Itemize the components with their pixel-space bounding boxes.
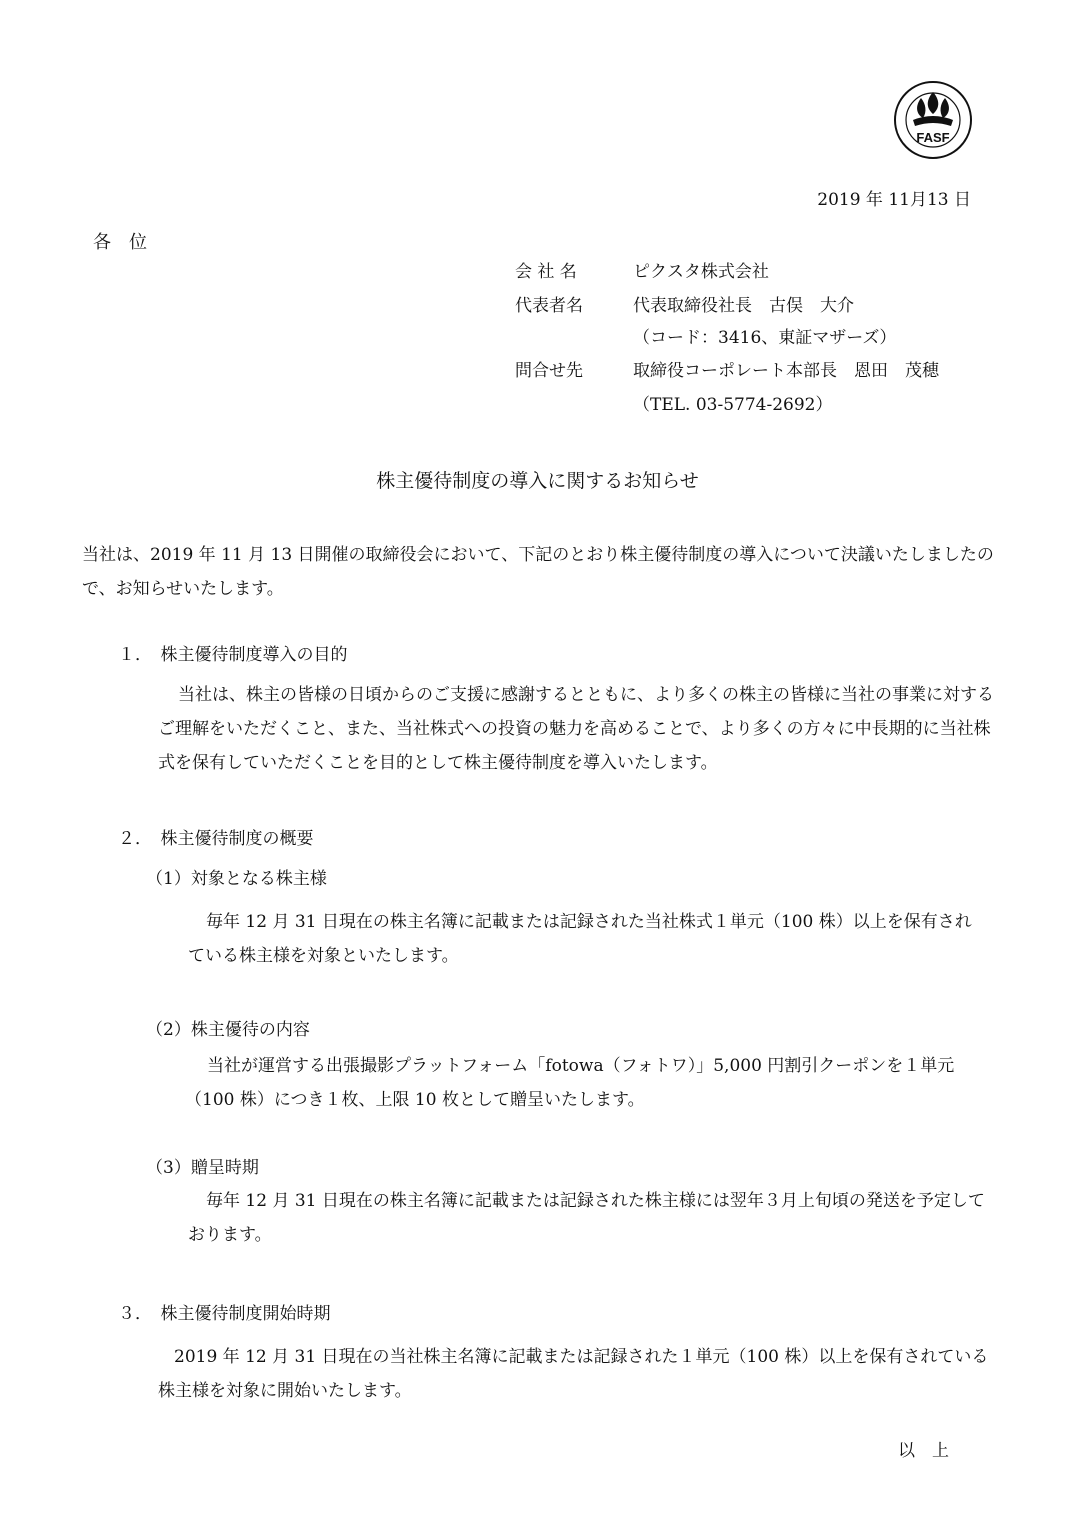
stock-code-row — [515, 328, 896, 348]
document-title: 株主優待制度の導入に関するお知らせ — [376, 470, 699, 492]
subsection-2-3-heading: （3）贈呈時期 — [146, 1158, 259, 1178]
subsection-2-2-heading: （2）株主優待の内容 — [146, 1020, 310, 1040]
subsection-2-2-body: 当社が運営する出張撮影プラットフォーム「fotowa（フォトワ）」5,000 円割引クーポンを１単元（100 株）につき１枚、上限 10 枚として贈呈いたします。 — [185, 1056, 955, 1110]
company-name-value: ピクスタ株式会社 — [633, 262, 769, 282]
tel-row — [515, 395, 833, 415]
fasf-logo — [893, 80, 973, 160]
addressee: 各 位 — [93, 232, 147, 253]
subsection-2-1-heading: （1）対象となる株主様 — [146, 869, 327, 889]
section-1-body: 当社は、株主の皆様の日頃からのご支援に感謝するとともに、より多くの株主の皆様に当社の事業に対するご理解をいただくこと、また、当社株式への投資の魅力を高めることで、より多くの方々に中長期的に当社株式を保有していただくことを目的として株主優待制度を導入いたします。 — [158, 685, 994, 773]
intro-paragraph: 当社は、2019 年 11 月 13 日開催の取締役会において、下記のとおり株主優待制度の導入について決議いたしましたので、お知らせいたします。 — [82, 545, 994, 599]
closing-mark: 以 上 — [898, 1441, 949, 1461]
representative-row — [515, 296, 854, 316]
section-3-body: 2019 年 12 月 31 日現在の当社株主名簿に記載または記録された１単元（100 株）以上を保有されている株主様を対象に開始いたします。 — [158, 1347, 989, 1401]
stock-code: （コード：3416、東証マザーズ） — [633, 328, 897, 348]
logo-text: FASF — [916, 130, 950, 145]
section-1-heading: １． 株主優待制度導入の目的 — [118, 645, 348, 665]
contact-tel: （TEL. 03-5774-2692） — [633, 395, 833, 415]
section-3-heading: ３． 株主優待制度開始時期 — [118, 1304, 331, 1324]
representative-label: 代表者名 — [515, 296, 583, 316]
contact-label: 問合せ先 — [515, 361, 583, 381]
contact-row — [515, 361, 939, 381]
representative-value: 代表取締役社長 古俣 大介 — [633, 296, 854, 316]
subsection-2-3-body: 毎年 12 月 31 日現在の株主名簿に記載または記録された株主様には翌年３月上旬頃の発送を予定しております。 — [188, 1191, 985, 1245]
company-name-row — [515, 262, 769, 282]
subsection-2-1-body: 毎年 12 月 31 日現在の株主名簿に記載または記録された当社株式１単元（100 株）以上を保有されている株主様を対象といたします。 — [188, 912, 972, 966]
contact-value: 取締役コーポレート本部長 恩田 茂穂 — [633, 361, 939, 381]
section-2-heading: ２． 株主優待制度の概要 — [118, 829, 314, 849]
document-date: 2019 年 11月13 日 — [817, 190, 971, 210]
company-name-label: 会 社 名 — [515, 262, 577, 282]
